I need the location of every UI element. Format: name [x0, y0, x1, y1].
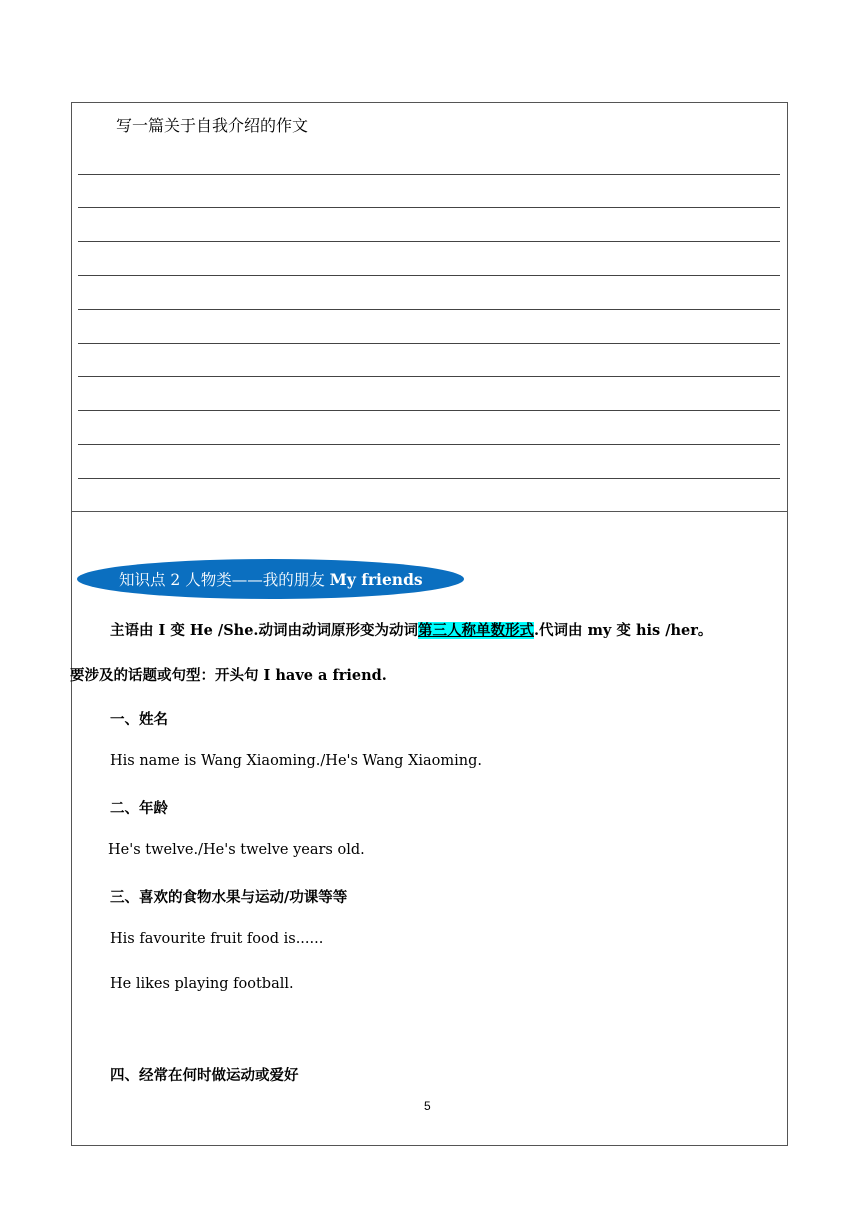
topic-line: 要涉及的话题或句型：开头句 I have a friend.: [70, 667, 387, 684]
section-heading-pill: [77, 559, 464, 599]
writing-line[interactable]: [78, 241, 780, 242]
rule-line: 主语由 I 变 He /She.动词由动词原形变为动词第三人称单数形式.代词由 my 变 his /her。: [110, 622, 713, 639]
writing-line[interactable]: [78, 478, 780, 479]
highlighted-term: 第三人称单数形式: [417, 622, 534, 639]
sentence-football: He likes playing football.: [110, 976, 294, 992]
section-divider: [72, 511, 787, 512]
section-heading: 知识点 2 人物类——我的朋友 My friends: [119, 570, 423, 589]
item-heading-likes: 三、喜欢的食物水果与运动/功课等等: [110, 889, 348, 906]
item-heading-name: 一、姓名: [110, 711, 168, 728]
writing-line[interactable]: [78, 207, 780, 208]
writing-line[interactable]: [78, 410, 780, 411]
item-heading-hobby: 四、经常在何时做运动或爱好: [110, 1067, 299, 1084]
item-heading-age: 二、年龄: [110, 800, 168, 817]
essay-prompt: 写一篇关于自我介绍的作文: [116, 116, 309, 135]
writing-line[interactable]: [78, 444, 780, 445]
writing-line[interactable]: [78, 376, 780, 377]
writing-line[interactable]: [78, 343, 780, 344]
sentence-fruit: His favourite fruit food is......: [110, 931, 324, 947]
writing-line[interactable]: [78, 275, 780, 276]
writing-line[interactable]: [78, 309, 780, 310]
sentence-name: His name is Wang Xiaoming./He's Wang Xiaoming.: [110, 753, 483, 769]
page-frame: [71, 102, 788, 1146]
sentence-age: He's twelve./He's twelve years old.: [108, 842, 365, 858]
page-number: 5: [424, 1099, 431, 1113]
writing-line[interactable]: [78, 174, 780, 175]
